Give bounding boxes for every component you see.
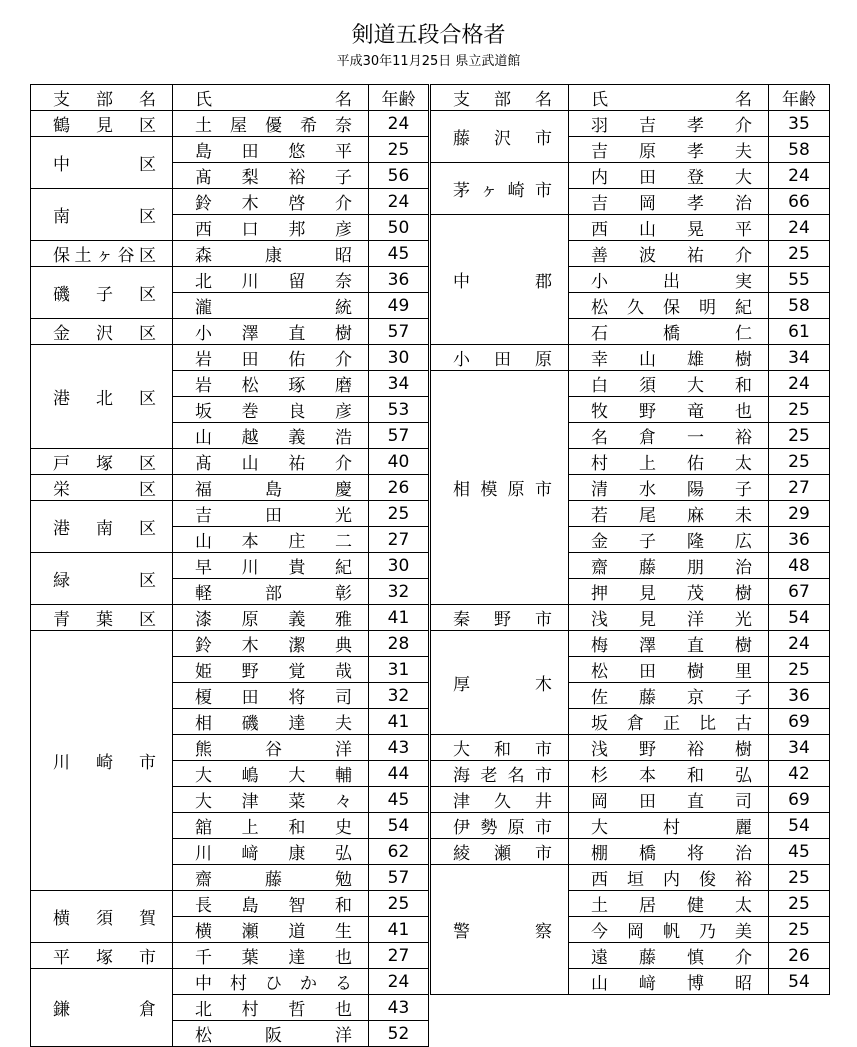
age-cell: 58	[769, 137, 830, 163]
name-cell: 坂 巻 良 彦	[173, 397, 369, 423]
table-row	[31, 501, 429, 527]
age-cell: 24	[769, 371, 830, 397]
table-row	[431, 735, 830, 761]
header-name: 氏 名	[173, 85, 369, 111]
name-cell: 北 川 留 奈	[173, 267, 369, 293]
age-cell: 54	[369, 813, 429, 839]
age-cell: 24	[369, 111, 429, 137]
age-cell: 34	[769, 345, 830, 371]
name-cell: 髙 梨 裕 子	[173, 163, 369, 189]
age-cell: 25	[769, 657, 830, 683]
table-row	[431, 631, 830, 657]
document-title: 剣道五段合格者	[351, 23, 506, 48]
age-cell: 32	[369, 683, 429, 709]
age-cell: 30	[369, 553, 429, 579]
name-cell: 漆 原 義 雅	[173, 605, 369, 631]
age-cell: 30	[369, 345, 429, 371]
name-cell: 山 﨑 博 昭	[569, 969, 769, 995]
name-cell: 遠 藤 慎 介	[569, 943, 769, 969]
table-row	[431, 761, 830, 787]
age-cell: 43	[369, 735, 429, 761]
branch-cell: 伊勢原市	[431, 813, 569, 839]
name-cell: 中 村 ひ か る	[173, 969, 369, 995]
age-cell: 52	[369, 1021, 429, 1047]
name-cell: 榎 田 将 司	[173, 683, 369, 709]
age-cell: 25	[769, 917, 830, 943]
age-cell: 49	[369, 293, 429, 319]
age-cell: 34	[369, 371, 429, 397]
name-cell: 坂 倉 正 比 古	[569, 709, 769, 735]
branch-cell: 藤 沢 市	[431, 111, 569, 163]
header-branch: 支 部 名	[31, 85, 173, 111]
name-cell: 吉 原 孝 夫	[569, 137, 769, 163]
name-cell: 土 居 健 太	[569, 891, 769, 917]
name-cell: 鈴 木 啓 介	[173, 189, 369, 215]
name-cell: 西 山 晃 平	[569, 215, 769, 241]
age-cell: 25	[769, 423, 830, 449]
name-cell: 岡 田 直 司	[569, 787, 769, 813]
branch-cell: 中 区	[31, 137, 173, 189]
name-cell: 浅 見 洋 光	[569, 605, 769, 631]
age-cell: 53	[369, 397, 429, 423]
age-cell: 32	[369, 579, 429, 605]
age-cell: 26	[369, 475, 429, 501]
name-cell: 齋 藤 勉	[173, 865, 369, 891]
branch-cell: 磯 子 区	[31, 267, 173, 319]
age-cell: 48	[769, 553, 830, 579]
table-row	[431, 163, 830, 189]
name-cell: 北 村 哲 也	[173, 995, 369, 1021]
name-cell: 善 波 祐 介	[569, 241, 769, 267]
age-cell: 57	[369, 319, 429, 345]
age-cell: 27	[369, 943, 429, 969]
age-cell: 56	[369, 163, 429, 189]
name-cell: 大 嶋 大 輔	[173, 761, 369, 787]
name-cell: 岩 田 佑 介	[173, 345, 369, 371]
name-cell: 清 水 陽 子	[569, 475, 769, 501]
branch-cell: 川 崎 市	[31, 631, 173, 891]
branch-cell: 茅ヶ崎市	[431, 163, 569, 215]
name-cell: 羽 吉 孝 介	[569, 111, 769, 137]
name-cell: 姫 野 覚 哉	[173, 657, 369, 683]
name-cell: 内 田 登 大	[569, 163, 769, 189]
name-cell: 早 川 貴 紀	[173, 553, 369, 579]
branch-cell: 鎌 倉	[31, 969, 173, 1047]
table-row	[31, 137, 429, 163]
right-results-table	[430, 84, 830, 995]
table-row	[31, 189, 429, 215]
name-cell: 村 上 佑 太	[569, 449, 769, 475]
age-cell: 35	[769, 111, 830, 137]
age-cell: 45	[769, 839, 830, 865]
header-row	[431, 85, 830, 111]
name-cell: 岩 松 琢 磨	[173, 371, 369, 397]
name-cell: 浅 野 裕 樹	[569, 735, 769, 761]
branch-cell: 青 葉 区	[31, 605, 173, 631]
age-cell: 50	[369, 215, 429, 241]
age-cell: 31	[369, 657, 429, 683]
name-cell: 山 本 庄 二	[173, 527, 369, 553]
branch-cell: 秦 野 市	[431, 605, 569, 631]
table-row	[431, 865, 830, 891]
age-cell: 26	[769, 943, 830, 969]
table-row	[31, 319, 429, 345]
branch-cell: 保土ヶ谷区	[31, 241, 173, 267]
age-cell: 25	[769, 449, 830, 475]
branch-cell: 平 塚 市	[31, 943, 173, 969]
age-cell: 54	[769, 969, 830, 995]
branch-cell: 津 久 井	[431, 787, 569, 813]
branch-cell: 金 沢 区	[31, 319, 173, 345]
table-row	[431, 605, 830, 631]
branch-cell: 中 郡	[431, 215, 569, 345]
age-cell: 58	[769, 293, 830, 319]
table-row	[31, 241, 429, 267]
branch-cell: 大 和 市	[431, 735, 569, 761]
table-row	[31, 631, 429, 657]
age-cell: 55	[769, 267, 830, 293]
age-cell: 57	[369, 865, 429, 891]
age-cell: 66	[769, 189, 830, 215]
table-row	[31, 449, 429, 475]
name-cell: 川 﨑 康 弘	[173, 839, 369, 865]
name-cell: 梅 澤 直 樹	[569, 631, 769, 657]
name-cell: 白 須 大 和	[569, 371, 769, 397]
name-cell: 小 澤 直 樹	[173, 319, 369, 345]
table-row	[431, 215, 830, 241]
age-cell: 62	[369, 839, 429, 865]
table-row	[31, 943, 429, 969]
name-cell: 横 瀬 道 生	[173, 917, 369, 943]
age-cell: 24	[369, 969, 429, 995]
age-cell: 57	[369, 423, 429, 449]
name-cell: 幸 山 雄 樹	[569, 345, 769, 371]
branch-cell: 小 田 原	[431, 345, 569, 371]
name-cell: 森 康 昭	[173, 241, 369, 267]
name-cell: 熊 谷 洋	[173, 735, 369, 761]
age-cell: 44	[369, 761, 429, 787]
age-cell: 41	[369, 605, 429, 631]
name-cell: 大 村 麗	[569, 813, 769, 839]
name-cell: 長 島 智 和	[173, 891, 369, 917]
name-cell: 牧 野 竜 也	[569, 397, 769, 423]
name-cell: 福 島 慶	[173, 475, 369, 501]
age-cell: 25	[769, 891, 830, 917]
table-row	[431, 111, 830, 137]
branch-cell: 鶴 見 区	[31, 111, 173, 137]
name-cell: 西 口 邦 彦	[173, 215, 369, 241]
table-row	[431, 839, 830, 865]
branch-cell: 相 模 原 市	[431, 371, 569, 605]
table-row	[431, 345, 830, 371]
age-cell: 24	[769, 631, 830, 657]
name-cell: 土 屋 優 希 奈	[173, 111, 369, 137]
name-cell: 松 久 保 明 紀	[569, 293, 769, 319]
name-cell: 松 阪 洋	[173, 1021, 369, 1047]
name-cell: 瀧 統	[173, 293, 369, 319]
branch-cell: 綾 瀬 市	[431, 839, 569, 865]
header-row	[31, 85, 429, 111]
age-cell: 40	[369, 449, 429, 475]
left-results-table	[30, 84, 429, 1047]
header-age: 年齢	[369, 85, 429, 111]
name-cell: 若 尾 麻 未	[569, 501, 769, 527]
name-cell: 大 津 菜 々	[173, 787, 369, 813]
name-cell: 杉 本 和 弘	[569, 761, 769, 787]
age-cell: 25	[369, 891, 429, 917]
age-cell: 25	[369, 501, 429, 527]
name-cell: 相 磯 達 夫	[173, 709, 369, 735]
age-cell: 27	[369, 527, 429, 553]
branch-cell: 厚 木	[431, 631, 569, 735]
age-cell: 41	[369, 709, 429, 735]
table-row	[31, 891, 429, 917]
age-cell: 45	[369, 787, 429, 813]
age-cell: 43	[369, 995, 429, 1021]
table-row	[31, 267, 429, 293]
header-branch: 支 部 名	[431, 85, 569, 111]
table-row	[31, 553, 429, 579]
name-cell: 鈴 木 潔 典	[173, 631, 369, 657]
age-cell: 34	[769, 735, 830, 761]
name-cell: 軽 部 彰	[173, 579, 369, 605]
branch-cell: 港 北 区	[31, 345, 173, 449]
age-cell: 69	[769, 709, 830, 735]
name-cell: 石 橋 仁	[569, 319, 769, 345]
name-cell: 名 倉 一 裕	[569, 423, 769, 449]
table-row	[31, 605, 429, 631]
name-cell: 齋 藤 朋 治	[569, 553, 769, 579]
branch-cell: 緑 区	[31, 553, 173, 605]
age-cell: 69	[769, 787, 830, 813]
name-cell: 吉 岡 孝 治	[569, 189, 769, 215]
age-cell: 24	[769, 215, 830, 241]
age-cell: 36	[369, 267, 429, 293]
name-cell: 松 田 樹 里	[569, 657, 769, 683]
branch-cell: 海老名市	[431, 761, 569, 787]
table-row	[431, 371, 830, 397]
name-cell: 西 垣 内 俊 裕	[569, 865, 769, 891]
name-cell: 島 田 悠 平	[173, 137, 369, 163]
name-cell: 押 見 茂 樹	[569, 579, 769, 605]
age-cell: 41	[369, 917, 429, 943]
name-cell: 今 岡 帆 乃 美	[569, 917, 769, 943]
name-cell: 棚 橋 将 治	[569, 839, 769, 865]
table-row	[431, 787, 830, 813]
age-cell: 25	[769, 397, 830, 423]
name-cell: 小 出 実	[569, 267, 769, 293]
table-row	[431, 813, 830, 839]
name-cell: 金 子 隆 広	[569, 527, 769, 553]
age-cell: 25	[369, 137, 429, 163]
age-cell: 25	[769, 241, 830, 267]
name-cell: 舘 上 和 史	[173, 813, 369, 839]
age-cell: 29	[769, 501, 830, 527]
age-cell: 36	[769, 683, 830, 709]
table-row	[31, 345, 429, 371]
header-age: 年齢	[769, 85, 830, 111]
age-cell: 42	[769, 761, 830, 787]
age-cell: 24	[769, 163, 830, 189]
branch-cell: 栄 区	[31, 475, 173, 501]
name-cell: 山 越 義 浩	[173, 423, 369, 449]
name-cell: 佐 藤 京 子	[569, 683, 769, 709]
header-name: 氏 名	[569, 85, 769, 111]
age-cell: 24	[369, 189, 429, 215]
age-cell: 25	[769, 865, 830, 891]
branch-cell: 戸 塚 区	[31, 449, 173, 475]
age-cell: 54	[769, 813, 830, 839]
branch-cell: 警 察	[431, 865, 569, 995]
age-cell: 45	[369, 241, 429, 267]
branch-cell: 港 南 区	[31, 501, 173, 553]
age-cell: 67	[769, 579, 830, 605]
table-row	[31, 475, 429, 501]
age-cell: 54	[769, 605, 830, 631]
branch-cell: 南 区	[31, 189, 173, 241]
name-cell: 髙 山 祐 介	[173, 449, 369, 475]
age-cell: 27	[769, 475, 830, 501]
document-subtitle: 平成30年11月25日 県立武道館	[336, 54, 521, 69]
name-cell: 千 葉 達 也	[173, 943, 369, 969]
name-cell: 吉 田 光	[173, 501, 369, 527]
branch-cell: 横 須 賀	[31, 891, 173, 943]
table-row	[31, 111, 429, 137]
table-row	[31, 969, 429, 995]
age-cell: 61	[769, 319, 830, 345]
age-cell: 28	[369, 631, 429, 657]
age-cell: 36	[769, 527, 830, 553]
